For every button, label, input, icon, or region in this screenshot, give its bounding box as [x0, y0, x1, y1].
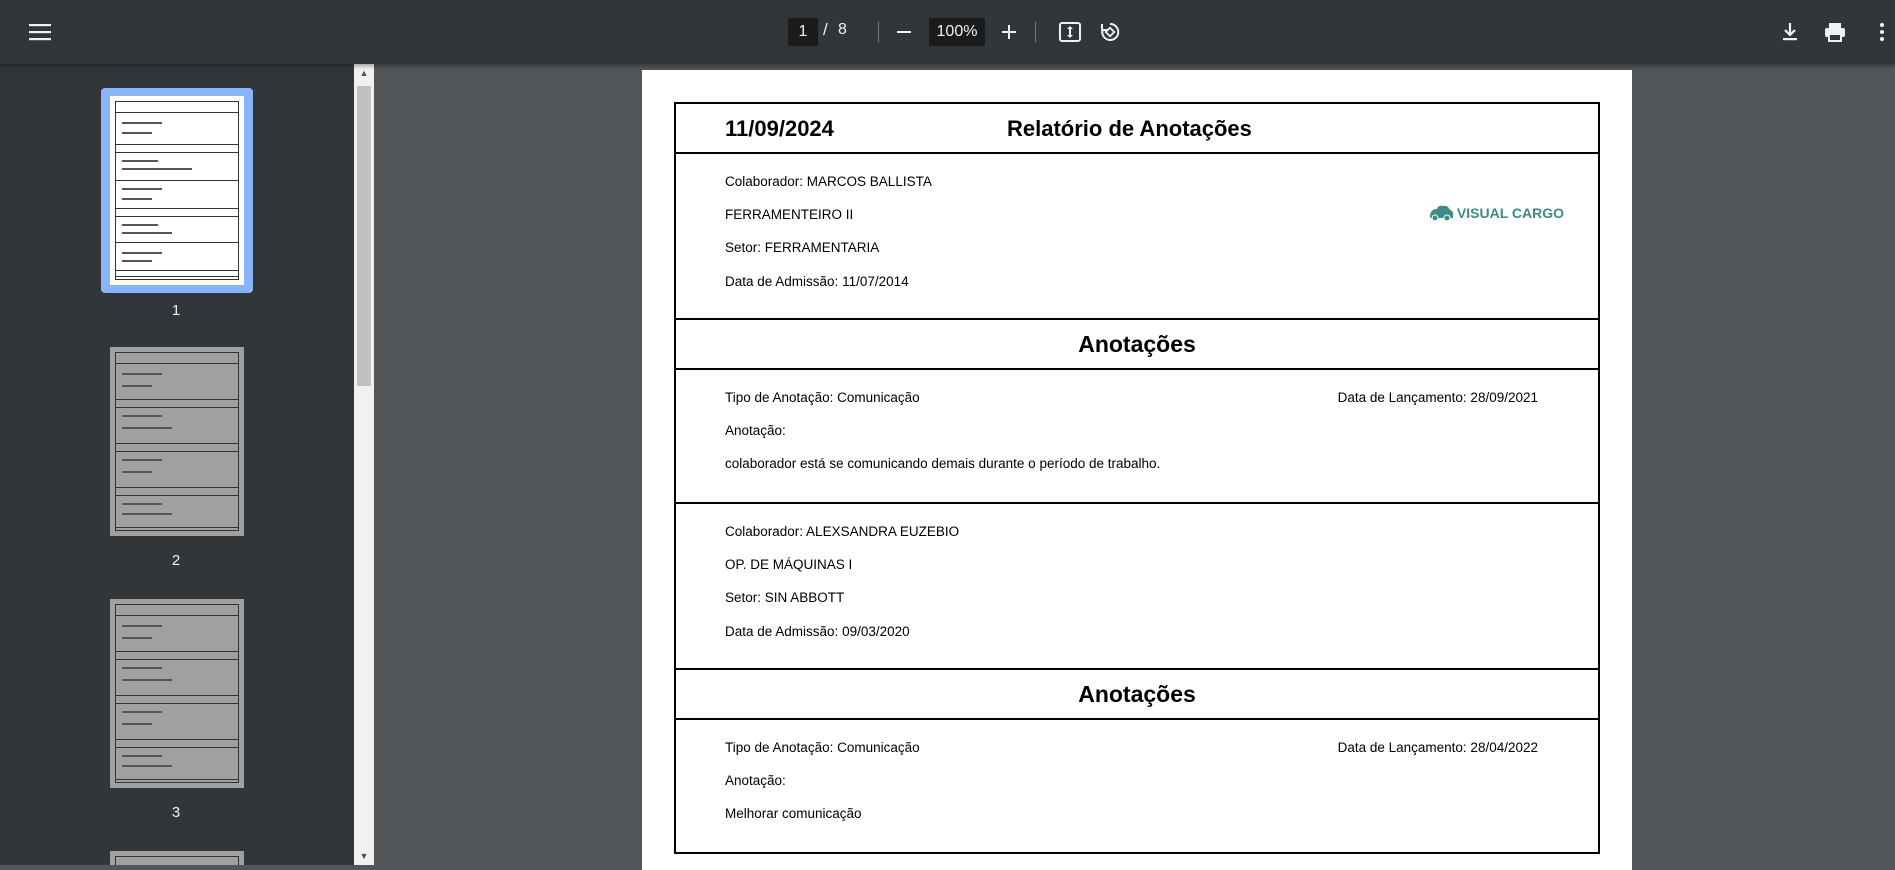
toolbar-divider: [1035, 22, 1036, 42]
thumbnail-page-2[interactable]: [110, 347, 244, 536]
sidebar-scrollbar[interactable]: [354, 64, 374, 865]
employee-admission: Data de Admissão: 11/07/2014: [725, 274, 909, 289]
employee-info: [676, 504, 1598, 670]
zoom-input[interactable]: 100%: [929, 18, 985, 46]
employee-sector: Setor: SIN ABBOTT: [725, 590, 845, 605]
employee-role: FERRAMENTEIRO II: [725, 207, 854, 222]
scroll-down-icon[interactable]: ▼: [359, 851, 369, 861]
annotation-date: Data de Lançamento: 28/09/2021: [1337, 390, 1538, 405]
more-options-icon[interactable]: [1862, 12, 1895, 52]
thumbnail-preview: [115, 101, 239, 280]
thumbnail-sidebar: [0, 64, 354, 865]
thumbnail-page-1[interactable]: [110, 96, 244, 285]
annotation-text: colaborador está se comunicando demais durante o período de trabalho.: [725, 456, 1161, 471]
annotation-text: Melhorar comunicação: [725, 806, 862, 821]
annotations-section-title: Anotações: [676, 320, 1598, 370]
visual-cargo-logo-icon: [1428, 204, 1454, 222]
thumbnail-preview: [115, 604, 239, 783]
company-logo: [1428, 204, 1564, 222]
annotation-type: Tipo de Anotação: Comunicação: [725, 390, 920, 405]
annotation-entry: [676, 720, 1598, 854]
report-date: 11/09/2024: [725, 116, 834, 141]
thumbnail-label: 3: [171, 804, 181, 821]
employee-name: Colaborador: ALEXSANDRA EUZEBIO: [725, 524, 960, 539]
scroll-up-icon[interactable]: ▲: [359, 68, 369, 78]
employee-role: OP. DE MÁQUINAS I: [725, 557, 853, 572]
page-total: 8: [838, 21, 847, 38]
thumbnail-preview: [115, 856, 239, 865]
annotations-section-title: Anotações: [676, 670, 1598, 720]
logo-text: VISUAL CARGO: [1456, 205, 1564, 221]
toolbar-divider: [878, 22, 879, 42]
download-icon[interactable]: [1770, 12, 1810, 52]
zoom-in-icon[interactable]: [989, 12, 1029, 52]
employee-admission: Data de Admissão: 09/03/2020: [725, 624, 910, 639]
employee-name: Colaborador: MARCOS BALLISTA: [725, 174, 932, 189]
zoom-out-icon[interactable]: [884, 12, 924, 52]
rotate-icon[interactable]: [1090, 12, 1130, 52]
thumbnail-preview: [115, 352, 239, 531]
scrollbar-thumb[interactable]: [357, 86, 371, 386]
thumbnail-page-4[interactable]: [110, 851, 244, 865]
annotation-label: Anotação:: [725, 423, 786, 438]
thumbnail-label: 1: [171, 302, 181, 319]
annotation-entry: [676, 370, 1598, 504]
annotation-type: Tipo de Anotação: Comunicação: [725, 740, 920, 755]
pdf-toolbar: [0, 0, 1895, 64]
page-number-input[interactable]: 1: [788, 18, 818, 46]
annotation-date: Data de Lançamento: 28/04/2022: [1337, 740, 1538, 755]
annotation-label: Anotação:: [725, 773, 786, 788]
thumbnail-page-3[interactable]: [110, 599, 244, 788]
print-icon[interactable]: [1815, 12, 1855, 52]
thumbnail-label: 2: [171, 552, 181, 569]
report-title: Relatório de Anotações: [1007, 116, 1252, 141]
employee-sector: Setor: FERRAMENTARIA: [725, 240, 880, 255]
pdf-page: [642, 70, 1632, 870]
report-document: [674, 102, 1600, 854]
employee-info: [676, 154, 1598, 320]
report-header: [676, 104, 1598, 154]
page-separator: /: [823, 20, 828, 39]
menu-icon[interactable]: [20, 12, 60, 52]
fit-page-icon[interactable]: [1050, 12, 1090, 52]
